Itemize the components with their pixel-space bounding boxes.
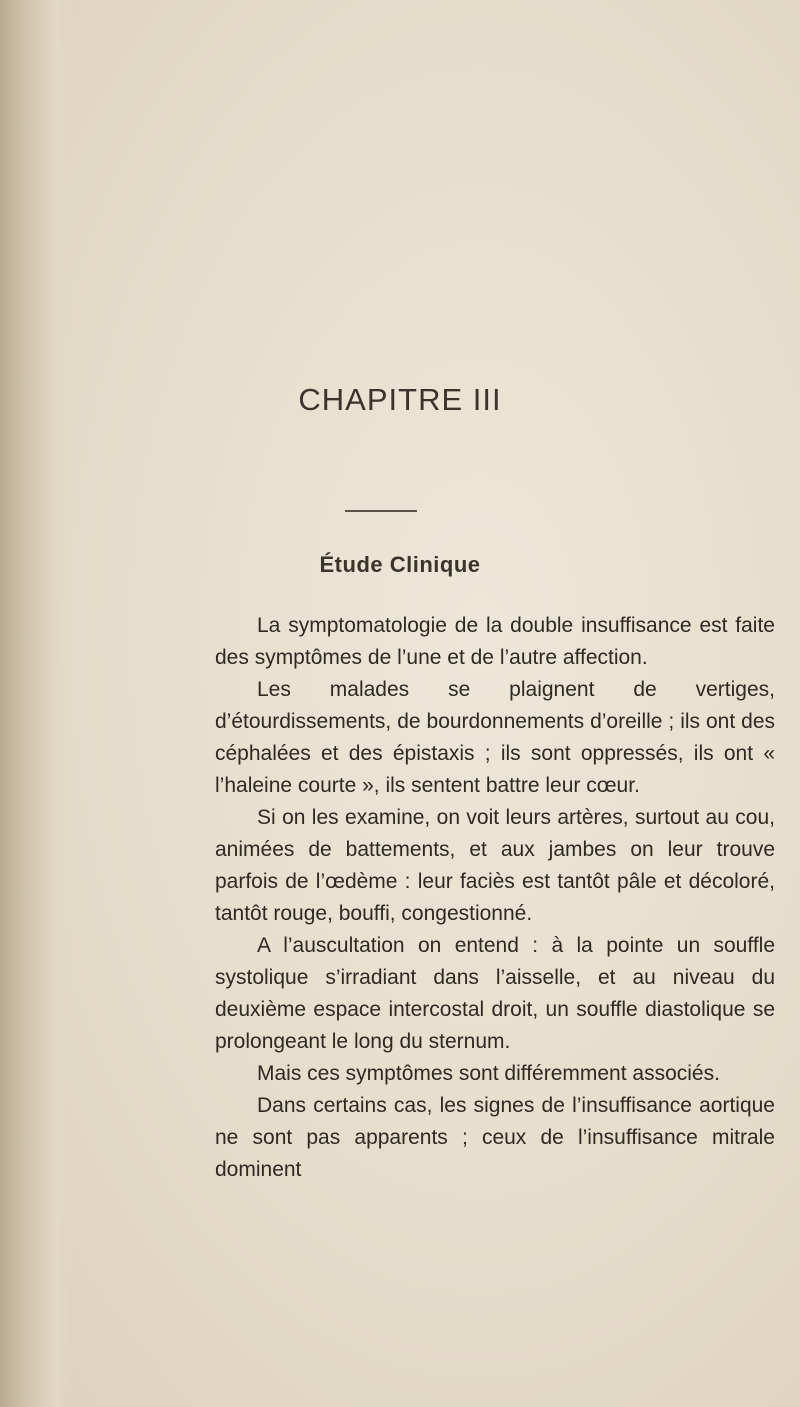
section-title: Étude Clinique [319,552,481,577]
paragraph-2: Les malades se plaignent de vertiges, d’étourdissements, de bourdonnements d’oreille ; ils ont des céphalées et des épistaxis ; ils sont oppressés, ils ont « l’haleine courte », ils sentent battre leur cœur. [215,678,775,797]
paragraph-4: A l’auscultation on entend : à la pointe un souffle systolique s’irradiant dans l’aisselle, et au niveau du deuxième espace intercostal droit, un souffle diastolique se prolongeant le long du sternum. [215,934,775,1053]
paragraph-6: Dans certains cas, les signes de l’insuffisance aortique ne sont pas apparents ; ceux de l’insuffisance mitrale dominent [215,1094,775,1181]
title-divider [345,510,417,512]
paragraph-5: Mais ces symptômes sont différemment associés. [257,1062,720,1085]
paragraph-3: Si on les examine, on voit leurs artères, surtout au cou, animées de battements, et aux jambes on leur trouve parfois de l’œdème : leur faciès est tantôt pâle et décoloré, tantôt rouge, bouffi, congestionné. [215,806,775,925]
body-text [215,610,775,1186]
paragraph-1: La symptomatologie de la double insuffisance est faite des symptômes de l’une et de l’autre affection. [215,614,775,669]
chapter-title: CHAPITRE III [298,382,502,417]
page-binding-edge [0,0,70,1407]
